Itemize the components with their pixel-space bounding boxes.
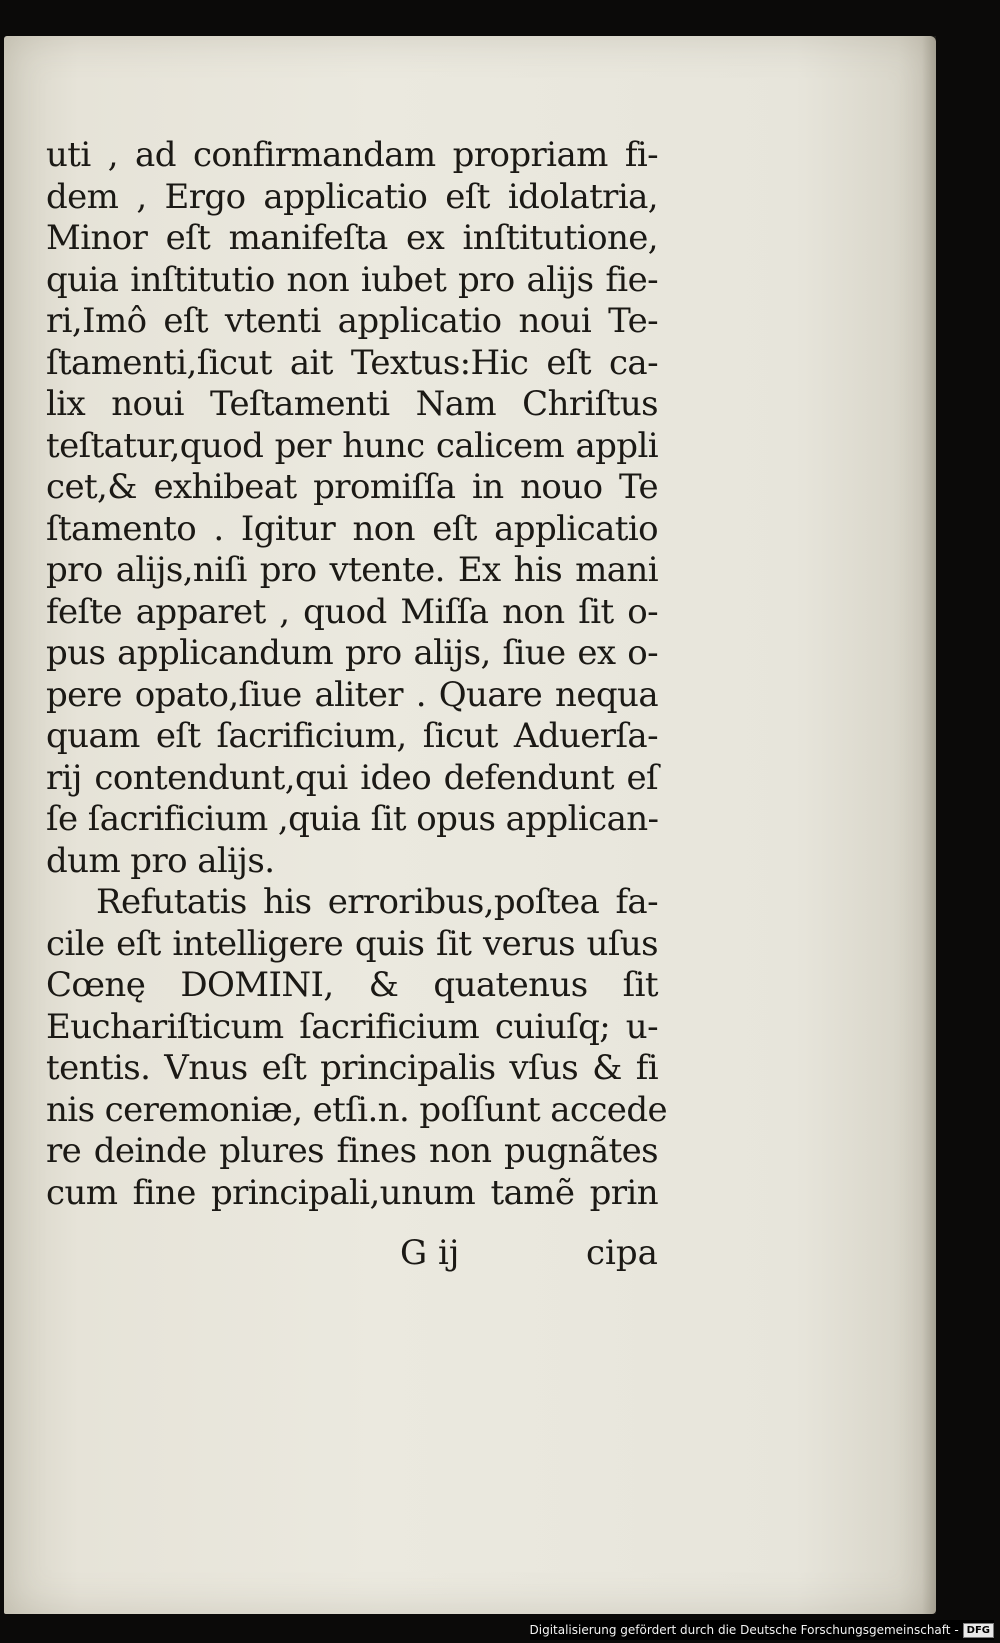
text-line-paragraph-start: Refutatis his erroribus,poſtea fa-: [96, 882, 658, 922]
text-line: ſtamenti,ſicut ait Textus:Hic eſt ca-: [46, 342, 658, 383]
text-line: lix noui Teſtamenti Nam Chriſtus: [46, 384, 658, 424]
text-line: quam eſt ſacrificium, ſicut Aduerſa-: [46, 716, 658, 756]
text-line: ſe ſacrificium ,quia ſit opus applican-: [46, 799, 659, 839]
text-line: nis ceremoniæ, etſi.n. poſſunt accede: [46, 1089, 668, 1130]
text-line: cum fine principali,unum tamẽ prin: [46, 1172, 658, 1213]
page-edge-shadow: [922, 36, 936, 1614]
text-line: ſtamento . Igitur non eſt applicatio: [46, 508, 658, 549]
text-line: feſte apparet , quod Miſſa non ſit o-: [46, 591, 658, 632]
text-line: cet,& exhibeat promiſſa in nouo Te: [46, 467, 658, 507]
page-text-block: [46, 135, 668, 1214]
text-line: dem , Ergo applicatio eſt idolatria,: [46, 176, 658, 217]
text-line: Cœnę DOMINI, & quatenus ſit: [46, 965, 658, 1005]
dfg-logo-icon: DFG: [963, 1623, 994, 1638]
text-line: cile eſt intelligere quis ſit verus uſus: [46, 923, 658, 964]
catchword: cipa: [586, 1233, 658, 1273]
text-line: tentis. Vnus eſt principalis vſus & fi: [46, 1048, 658, 1088]
text-line: pere opato,ſiue aliter . Quare nequa: [46, 674, 658, 715]
text-line: uti , ad confirmandam propriam fi-: [46, 135, 658, 175]
text-line: re deinde plures fines non pugnãtes: [46, 1131, 658, 1171]
text-line: rij contendunt,qui ideo defendunt eſ: [46, 757, 658, 798]
text-line: pus applicandum pro alijs, ſiue ex o-: [46, 633, 658, 673]
digitization-credit: [530, 1620, 995, 1640]
text-line: quia inſtitutio non iubet pro alijs fie-: [46, 259, 658, 300]
text-line: ri,Imô eſt vtenti applicatio noui Te-: [46, 301, 658, 341]
text-line: Euchariſticum ſacrificium cuiuſq; u-: [46, 1006, 658, 1047]
text-line: dum pro alijs.: [46, 840, 275, 881]
text-line: Minor eſt manifeſta ex inſtitutione,: [46, 218, 658, 258]
text-line: teſtatur,quod per hunc calicem appli: [46, 425, 658, 466]
signature-mark: G ij: [400, 1233, 460, 1273]
text-line: pro alijs,niſi pro vtente. Ex his mani: [46, 550, 658, 590]
credit-text: Digitalisierung gefördert durch die Deutsche Forschungsgemeinschaft -: [529, 1623, 959, 1637]
